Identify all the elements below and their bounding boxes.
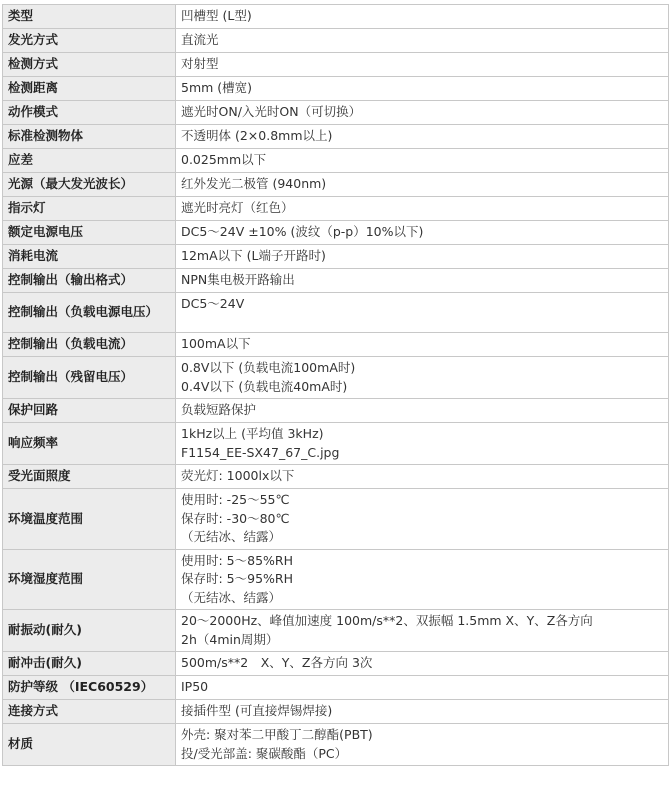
spec-row bbox=[3, 357, 669, 399]
spec-value-line: 保存时: -30～80℃ bbox=[181, 510, 290, 526]
spec-value-line: 0.4V以下 (负载电流40mA时) bbox=[181, 378, 348, 394]
spec-value bbox=[176, 357, 669, 399]
spec-value-line: 20～2000Hz、峰值加速度 100m/s**2、双振幅 1.5mm X、Y、Z各方向 bbox=[181, 613, 593, 628]
spec-label: 响应频率 bbox=[3, 423, 176, 465]
spec-label: 应差 bbox=[3, 149, 176, 173]
spec-label: 连接方式 bbox=[3, 700, 176, 724]
spec-value-line: 不透明体 (2×0.8mm以上) bbox=[181, 128, 333, 144]
spec-value-line: 2h（4min周期） bbox=[181, 631, 279, 647]
spec-value-line: 使用时: 5～85%RH bbox=[181, 552, 294, 568]
spec-value-line: 接插件型 (可直接焊锡焊接) bbox=[181, 703, 333, 719]
spec-value bbox=[176, 399, 669, 423]
spec-value-line: 红外发光二极管 (940nm) bbox=[181, 176, 327, 192]
spec-label: 环境湿度范围 bbox=[3, 549, 176, 610]
spec-row bbox=[3, 221, 669, 245]
spec-value-line: 0.8V以下 (负载电流100mA时) bbox=[181, 360, 356, 375]
spec-row bbox=[3, 197, 669, 221]
spec-value-line: 凹槽型 (L型) bbox=[181, 8, 252, 24]
spec-value bbox=[176, 652, 669, 676]
spec-row bbox=[3, 549, 669, 610]
spec-value bbox=[176, 724, 669, 766]
spec-label: 控制输出（负载电源电压） bbox=[3, 293, 176, 333]
spec-label: 额定电源电压 bbox=[3, 221, 176, 245]
spec-value-line: DC5～24V bbox=[181, 296, 245, 311]
spec-label: 控制输出（残留电压） bbox=[3, 357, 176, 399]
spec-label: 控制输出（输出格式） bbox=[3, 269, 176, 293]
spec-label: 检测距离 bbox=[3, 77, 176, 101]
spec-row bbox=[3, 77, 669, 101]
spec-value bbox=[176, 101, 669, 125]
spec-row bbox=[3, 333, 669, 357]
spec-table-body bbox=[3, 5, 669, 766]
spec-row bbox=[3, 5, 669, 29]
spec-value bbox=[176, 610, 669, 652]
spec-value-line: 外壳: 聚对苯二甲酸丁二醇酯(PBT) bbox=[181, 727, 373, 742]
spec-value-line: 保存时: 5～95%RH bbox=[181, 571, 294, 586]
spec-label: 指示灯 bbox=[3, 197, 176, 221]
spec-value-line: （无结冰、结露） bbox=[181, 529, 282, 544]
spec-row bbox=[3, 293, 669, 333]
spec-value bbox=[176, 245, 669, 269]
spec-row bbox=[3, 29, 669, 53]
spec-value bbox=[176, 423, 669, 465]
spec-value bbox=[176, 53, 669, 77]
spec-value bbox=[176, 197, 669, 221]
spec-value-line: NPN集电极开路输出 bbox=[181, 272, 295, 288]
spec-row bbox=[3, 125, 669, 149]
spec-value bbox=[176, 549, 669, 610]
spec-value bbox=[176, 700, 669, 724]
spec-row bbox=[3, 610, 669, 652]
spec-row bbox=[3, 399, 669, 423]
spec-value-line: 对射型 bbox=[181, 56, 219, 72]
spec-label: 材质 bbox=[3, 724, 176, 766]
spec-row bbox=[3, 173, 669, 197]
spec-value bbox=[176, 5, 669, 29]
spec-value bbox=[176, 77, 669, 101]
spec-row bbox=[3, 724, 669, 766]
spec-row bbox=[3, 269, 669, 293]
spec-value-line: 0.025mm以下 bbox=[181, 152, 267, 168]
spec-row bbox=[3, 676, 669, 700]
spec-row bbox=[3, 652, 669, 676]
spec-value-line: 负载短路保护 bbox=[181, 402, 257, 418]
spec-row bbox=[3, 700, 669, 724]
spec-row bbox=[3, 489, 669, 550]
spec-label: 标准检测物体 bbox=[3, 125, 176, 149]
spec-label: 光源（最大发光波长） bbox=[3, 173, 176, 197]
spec-value bbox=[176, 465, 669, 489]
spec-value-line: IP50 bbox=[181, 679, 209, 695]
spec-value-line: 100mA以下 bbox=[181, 336, 251, 352]
spec-value-line: 荧光灯: 1000lx以下 bbox=[181, 468, 295, 484]
spec-value-line: F1154_EE-SX47_67_C.jpg bbox=[181, 444, 340, 460]
spec-label: 类型 bbox=[3, 5, 176, 29]
spec-value bbox=[176, 149, 669, 173]
spec-value bbox=[176, 221, 669, 245]
spec-value-line: （无结冰、结露） bbox=[181, 589, 282, 605]
spec-label: 受光面照度 bbox=[3, 465, 176, 489]
spec-label: 耐振动(耐久) bbox=[3, 610, 176, 652]
spec-label: 防护等级 （IEC60529） bbox=[3, 676, 176, 700]
spec-value-line: DC5～24V ±10% (波纹（p-p）10%以下) bbox=[181, 224, 424, 240]
spec-label: 消耗电流 bbox=[3, 245, 176, 269]
spec-value-line: 500m/s**2 X、Y、Z各方向 3次 bbox=[181, 655, 373, 671]
spec-label: 控制输出（负载电流） bbox=[3, 333, 176, 357]
spec-label: 耐冲击(耐久) bbox=[3, 652, 176, 676]
spec-row bbox=[3, 149, 669, 173]
spec-row bbox=[3, 423, 669, 465]
spec-value-line: 遮光时ON/入光时ON（可切换） bbox=[181, 104, 362, 120]
spec-value-line: 5mm (槽宽) bbox=[181, 80, 253, 96]
spec-label: 检测方式 bbox=[3, 53, 176, 77]
spec-label: 保护回路 bbox=[3, 399, 176, 423]
spec-row bbox=[3, 465, 669, 489]
spec-label: 发光方式 bbox=[3, 29, 176, 53]
spec-value bbox=[176, 173, 669, 197]
spec-value-line: 遮光时亮灯（红色） bbox=[181, 200, 294, 216]
spec-value bbox=[176, 293, 669, 333]
spec-value bbox=[176, 676, 669, 700]
spec-value-line: 1kHz以上 (平均值 3kHz) bbox=[181, 426, 324, 441]
spec-value bbox=[176, 125, 669, 149]
spec-label: 环境温度范围 bbox=[3, 489, 176, 550]
spec-label: 动作模式 bbox=[3, 101, 176, 125]
spec-value bbox=[176, 269, 669, 293]
spec-row bbox=[3, 101, 669, 125]
spec-value-line: 12mA以下 (L端子开路时) bbox=[181, 248, 326, 264]
spec-row bbox=[3, 53, 669, 77]
spec-table bbox=[2, 4, 669, 766]
spec-value bbox=[176, 489, 669, 550]
spec-value bbox=[176, 333, 669, 357]
spec-value-line: 使用时: -25～55℃ bbox=[181, 492, 290, 507]
spec-value-line: 直流光 bbox=[181, 32, 219, 48]
spec-value-line: 投/受光部盖: 聚碳酸酯（PC） bbox=[181, 745, 348, 761]
spec-value bbox=[176, 29, 669, 53]
spec-row bbox=[3, 245, 669, 269]
